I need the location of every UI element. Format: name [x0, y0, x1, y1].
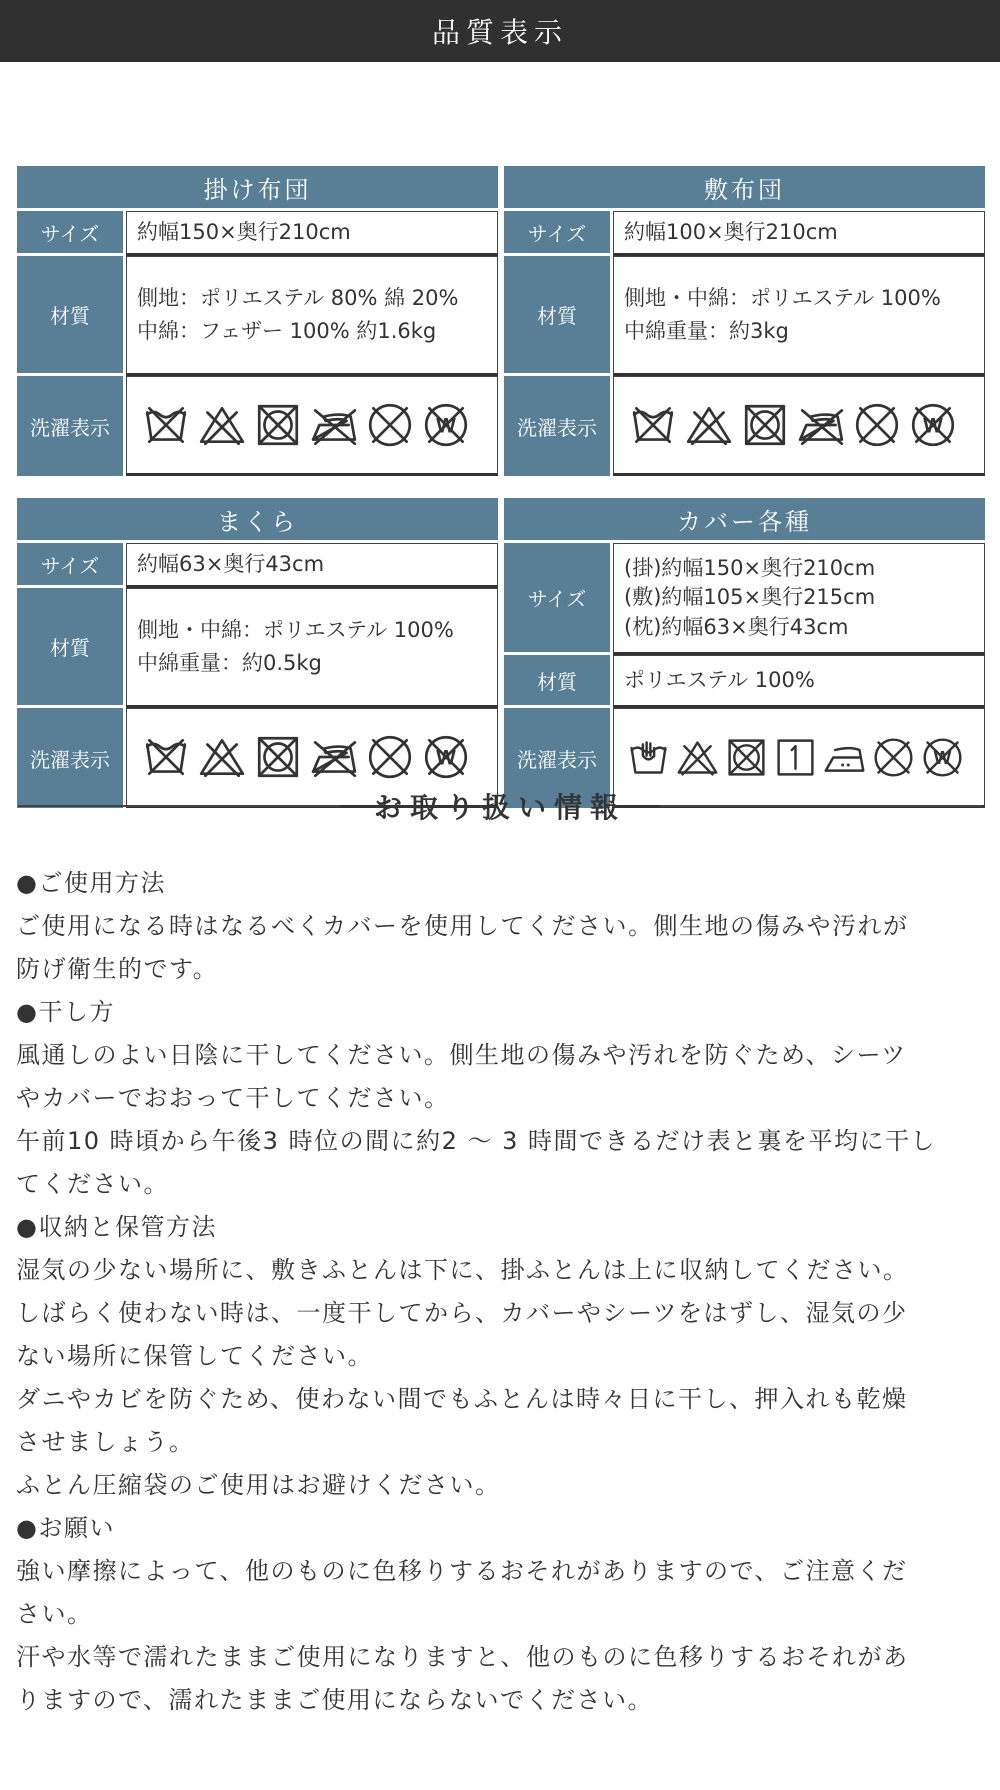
size-value: 約幅63×奥行43cm: [126, 543, 498, 588]
no-iron-icon: [796, 400, 846, 450]
no-bleach-icon: [197, 732, 247, 782]
table-title: カバー各種: [504, 498, 985, 543]
material-line: 中綿：フェザー 100% 約1.6kg: [137, 319, 437, 343]
material-line: 側地・中綿：ポリエステル 100%: [624, 286, 941, 311]
svg-text:W: W: [923, 414, 943, 438]
material-line: 側地：ポリエステル 80% 綿 20%: [137, 286, 459, 311]
handling-line: させましょう。: [16, 1428, 195, 1456]
material-label: 材質: [504, 256, 610, 376]
material-value: ポリエステル 100%: [613, 655, 985, 708]
size-line: (掛)約幅150×奥行210cm: [624, 555, 876, 580]
handling-line: ご使用になる時はなるべくカバーを使用してください。側生地の傷みや汚れが: [16, 912, 909, 940]
no-tumble-dry-icon: [253, 400, 303, 450]
wash-icons: [126, 376, 498, 476]
handling-line: やカバーでおおって干してください。: [16, 1084, 450, 1112]
handling-line: 防げ衛生的です。: [16, 955, 219, 983]
no-wash-tub-icon: [628, 400, 678, 450]
no-iron-icon: [309, 732, 359, 782]
no-bleach-icon: [684, 400, 734, 450]
handling-line: ダニやカビを防ぐため、使わない間でもふとんは時々日に干し、押入れも乾燥: [16, 1385, 908, 1413]
table-title: まくら: [17, 498, 498, 543]
table-title: 掛け布団: [17, 166, 498, 211]
line-dry-icon: [773, 735, 818, 780]
size-value: [613, 543, 985, 655]
size-value: 約幅100×奥行210cm: [613, 211, 985, 256]
quality-tables: [0, 62, 1000, 772]
svg-text:W: W: [933, 746, 952, 768]
no-wash-tub-icon: [141, 732, 191, 782]
no-bleach-icon: [197, 400, 247, 450]
size-line: (敷)約幅105×奥行215cm: [624, 585, 876, 610]
no-dry-clean-icon: [365, 732, 415, 782]
handling-line: 強い摩擦によって、他のものに色移りするおそれがありますので、ご注意くだ: [16, 1557, 908, 1585]
no-wash-tub-icon: [141, 400, 191, 450]
handling-heading: ●干し方: [16, 998, 115, 1026]
wash-label: 洗濯表示: [17, 708, 123, 808]
handling-section-header: [18, 786, 982, 826]
no-wet-clean-icon: [421, 400, 471, 450]
material-label: 材質: [17, 588, 123, 708]
handling-heading: ●お願い: [16, 1514, 115, 1542]
handling-line: しばらく使わない時は、一度干してから、カバーやシーツをはずし、湿気の少: [16, 1299, 908, 1327]
svg-text:W: W: [436, 746, 456, 770]
size-line: (枕)約幅63×奥行43cm: [624, 614, 849, 639]
material-value: [126, 256, 498, 376]
material-label: 材質: [504, 655, 610, 708]
no-tumble-dry-icon: [740, 400, 790, 450]
table-shiki-futon: [504, 166, 985, 476]
table-kake-futon: [17, 166, 498, 476]
page-title: 品質表示: [431, 16, 568, 49]
material-value: [126, 588, 498, 708]
no-dry-clean-icon: [365, 400, 415, 450]
wash-label: 洗濯表示: [504, 708, 610, 808]
material-line: 中綿重量：約3kg: [624, 319, 789, 343]
no-tumble-dry-icon: [253, 732, 303, 782]
no-wet-clean-icon: [421, 732, 471, 782]
size-label: サイズ: [17, 543, 123, 588]
divider: [660, 805, 982, 807]
table-cover: [504, 498, 985, 808]
handling-line: てください。: [16, 1170, 169, 1198]
svg-text:W: W: [436, 414, 456, 438]
handling-line: りますので、濡れたままご使用にならないでください。: [16, 1686, 654, 1714]
no-tumble-dry-icon: [724, 735, 769, 780]
handling-line: 風通しのよい日陰に干してください。側生地の傷みや汚れを防ぐため、シーツ: [16, 1041, 907, 1069]
material-label: 材質: [17, 256, 123, 376]
material-line: 中綿重量：約0.5kg: [137, 651, 322, 675]
handling-title: お取り扱い情報: [374, 791, 627, 824]
handling-heading: ●収納と保管方法: [16, 1213, 217, 1241]
table-makura: [17, 498, 498, 808]
size-value: 約幅150×奥行210cm: [126, 211, 498, 256]
handling-line: ふとん圧縮袋のご使用はお避けください。: [16, 1471, 501, 1499]
table-title: 敷布団: [504, 166, 985, 211]
handling-line: 湿気の少ない場所に、敷きふとんは下に、掛ふとんは上に収納してください。: [16, 1256, 909, 1284]
divider: [18, 805, 340, 807]
handling-text: [16, 862, 986, 1722]
hand-wash-icon: [626, 735, 671, 780]
wash-icons: [613, 376, 985, 476]
material-value: [613, 256, 985, 376]
handling-line: 午前10 時頃から午後3 時位の間に約2 〜 3 時間できるだけ表と裏を平均に干し: [16, 1127, 936, 1155]
no-wet-clean-icon: [908, 400, 958, 450]
page-title-bar: [0, 0, 1000, 62]
no-dry-clean-icon: [852, 400, 902, 450]
size-label: サイズ: [504, 543, 610, 655]
size-label: サイズ: [504, 211, 610, 256]
material-line: 側地・中綿：ポリエステル 100%: [137, 618, 454, 643]
handling-heading: ●ご使用方法: [16, 869, 166, 897]
no-wet-clean-icon: [920, 735, 965, 780]
handling-line: 汗や水等で濡れたままご使用になりますと、他のものに色移りするおそれがあ: [16, 1643, 909, 1671]
no-bleach-icon: [675, 735, 720, 780]
iron-low-icon: [822, 735, 867, 780]
no-iron-icon: [309, 400, 359, 450]
no-dry-clean-icon: [871, 735, 916, 780]
size-label: サイズ: [17, 211, 123, 256]
handling-line: さい。: [16, 1600, 93, 1628]
wash-label: 洗濯表示: [504, 376, 610, 476]
wash-label: 洗濯表示: [17, 376, 123, 476]
handling-line: ない場所に保管してください。: [16, 1342, 373, 1370]
